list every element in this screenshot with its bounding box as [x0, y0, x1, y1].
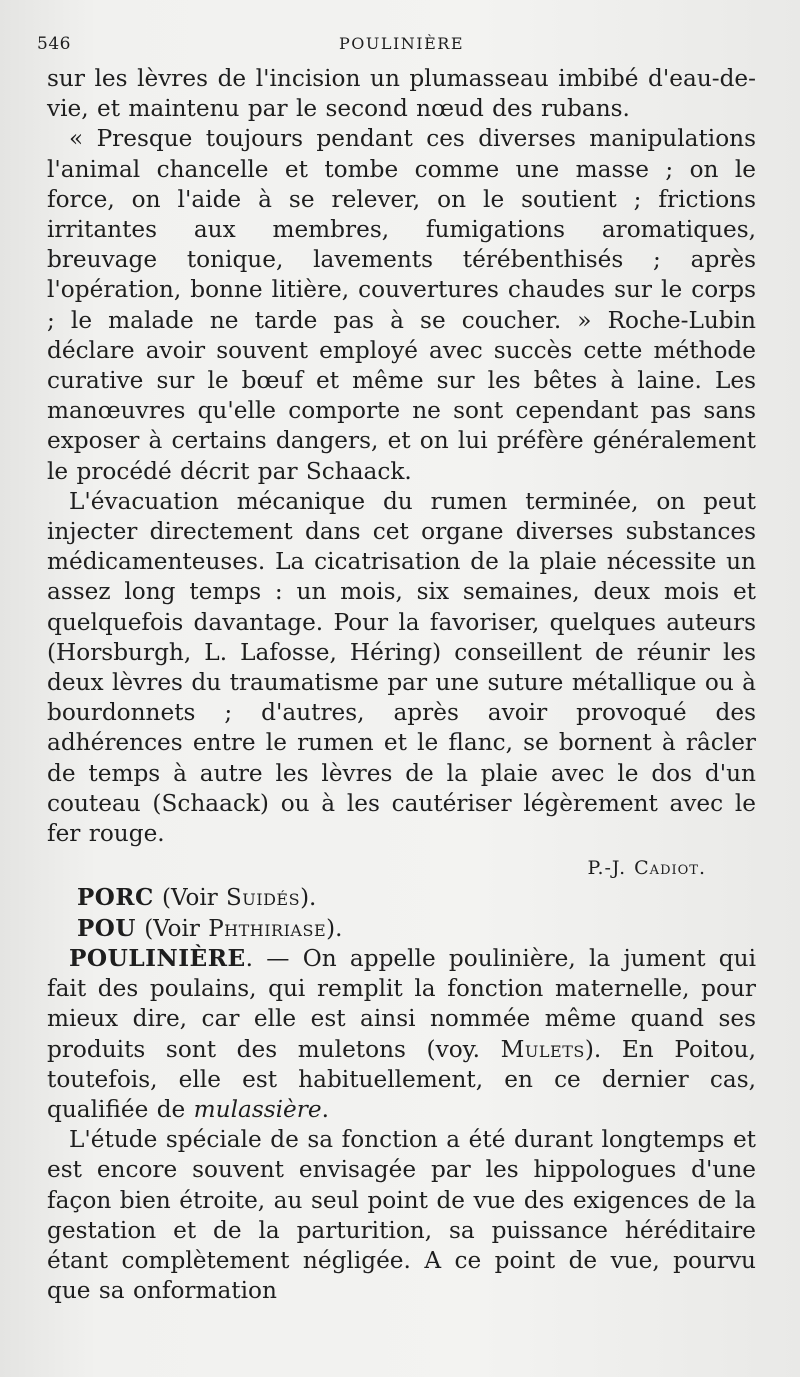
paragraph-evacuation: L'évacuation mécanique du rumen terminée, on peut injecter directement dans cet organe diverses substances médicamenteuses. La cicatrisation de la plaie nécessite un assez long temps : un mois, six semaines, deux mois et quelquefois davantage. Pour la favoriser, quelques auteurs (Horsburgh, L. Lafosse, Héring) conseillent de réunir les deux lèvres du traumatisme par une suture métallique ou à bourdonnets ; d'autres, après avoir provoqué des adhérences entre le rumen et le flanc, se bornent à râcler de temps à autre les lèvres de la plaie avec le dos d'un couteau (Schaack) ou à les cautériser légèrement avec le fer rouge. [47, 487, 756, 848]
running-header [37, 30, 756, 64]
entry-text: . [321, 1095, 329, 1123]
paragraph-continued: sur les lèvres de l'incision un plumasseau imbibé d'eau-de-vie, et maintenu par le second nœud des rubans. [47, 65, 756, 123]
entry-headword: PORC [77, 884, 154, 912]
cross-reference: Phthiriase [208, 915, 327, 942]
cross-reference: Suidés [226, 885, 301, 912]
entry-headword: POULINIÈRE [69, 944, 246, 972]
entry-headword: POU [77, 914, 136, 942]
page-number: 546 [37, 34, 71, 54]
entry-text: (Voir [153, 885, 227, 912]
entry-pou [47, 914, 756, 944]
entry-pouliniere [47, 944, 756, 1125]
paragraph-etude: L'étude spéciale de sa fonction a été durant longtemps et est encore souvent envisagée par les hippologues d'une façon bien étroite, au seul point de vue des exigences de la gestation et de la parturition, sa puissance héréditaire étant complètement négligée. A ce point de vue, pourvu que sa onformation [47, 1126, 756, 1305]
entry-porc [47, 883, 756, 913]
body-text [47, 64, 756, 1306]
entry-text: . — On appelle poulinière, la jument qui fait des poulains, qui remplit la fonction maternelle, pour mieux dire, car elle est ainsi nommée même quand ses produits sont des muletons (voy. [47, 944, 756, 1063]
paragraph-quote: « Presque toujours pendant ces diverses manipulations l'animal chancelle et tombe comme une masse ; on le force, on l'aide à se relever, on le soutient ; frictions irritantes aux membres, fumigations aromatiques, breuvage tonique, lavements térébenthisés ; après l'opération, bonne litière, couvertures chaudes sur le corps ; le malade ne tarde pas à se coucher. » Roche-Lubin déclare avoir souvent employé avec succès cette méthode curative sur le bœuf et même sur les bêtes à laine. Les manœuvres qu'elle comporte ne sont cependant pas sans exposer à certains dangers, et on lui préfère généralement le procédé décrit par Schaack. [47, 125, 756, 485]
entry-text: ). [300, 885, 317, 912]
entry-text: ). En Poitou, toutefois, elle est habituellement, en ce dernier cas, qualifiée de [47, 1035, 756, 1123]
cross-reference: Mulets [500, 1035, 585, 1063]
italic-term: mulassière [193, 1095, 322, 1123]
entry-text: ). [326, 915, 343, 942]
author-signature: P.-J. Cadiot. [587, 857, 706, 880]
running-title: POULINIÈRE [338, 34, 465, 53]
entry-text: (Voir [135, 915, 209, 942]
